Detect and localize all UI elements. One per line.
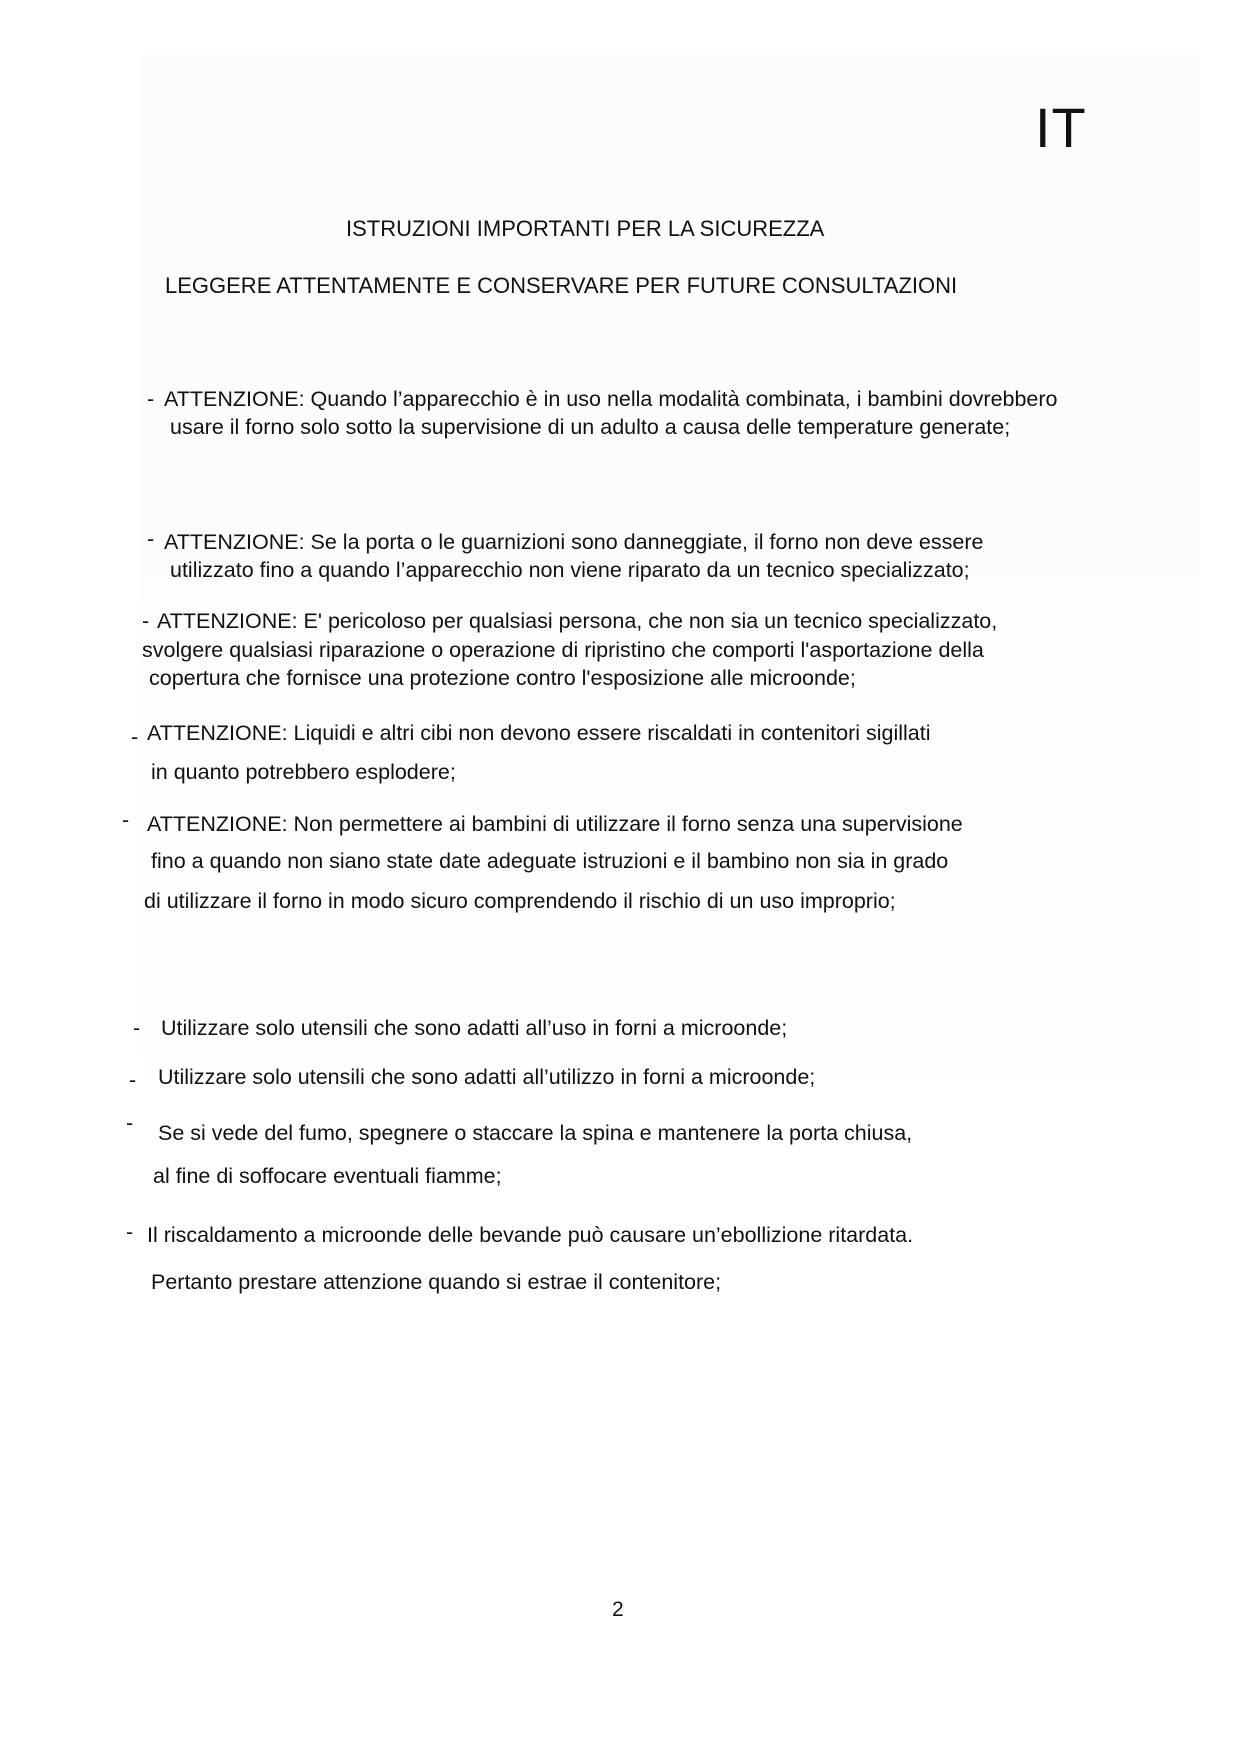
instruction-line: Utilizzare solo utensili che sono adatti all’uso in forni a microonde; xyxy=(161,1016,788,1040)
warning-line: ATTENZIONE: Se la porta o le guarnizioni sono danneggiate, il forno non deve essere xyxy=(164,530,984,554)
warning-line: copertura che fornisce una protezione contro l'esposizione alle microonde; xyxy=(149,666,856,690)
bullet-dash: - xyxy=(131,725,139,749)
bullet-dash: - xyxy=(126,1220,134,1244)
language-code: IT xyxy=(1035,96,1087,159)
warning-line: di utilizzare il forno in modo sicuro comprendendo il rischio di un uso improprio; xyxy=(144,889,896,913)
instruction-line: al fine di soffocare eventuali fiamme; xyxy=(153,1164,502,1188)
bullet-dash: - xyxy=(122,808,130,832)
bullet-dash: - xyxy=(133,1016,141,1040)
sub-title: LEGGERE ATTENTAMENTE E CONSERVARE PER FUTURE CONSULTAZIONI xyxy=(165,273,958,298)
warning-line: ATTENZIONE: E' pericoloso per qualsiasi persona, che non sia un tecnico specializzato, xyxy=(157,609,998,633)
instruction-line: Se si vede del fumo, spegnere o staccare la spina e mantenere la porta chiusa, xyxy=(158,1121,913,1145)
bullet-dash: - xyxy=(126,1111,134,1135)
bullet-dash: - xyxy=(142,609,150,633)
warning-line: in quanto potrebbero esplodere; xyxy=(151,760,456,784)
warning-line: ATTENZIONE: Quando l’apparecchio è in uso nella modalità combinata, i bambini dovrebbero xyxy=(164,387,1058,411)
instruction-line: Utilizzare solo utensili che sono adatti all’utilizzo in forni a microonde; xyxy=(158,1065,816,1089)
instruction-line: Il riscaldamento a microonde delle bevande può causare un’ebollizione ritardata. xyxy=(147,1223,914,1247)
warning-line: usare il forno solo sotto la supervisione di un adulto a causa delle temperature generate; xyxy=(170,415,1011,439)
warning-line: svolgere qualsiasi riparazione o operazione di ripristino che comporti l'asportazione della xyxy=(142,638,984,662)
warning-line: ATTENZIONE: Liquidi e altri cibi non devono essere riscaldati in contenitori sigillati xyxy=(147,721,931,745)
warning-line: utilizzato fino a quando l’apparecchio non viene riparato da un tecnico specializzato; xyxy=(170,558,970,582)
warning-line: ATTENZIONE: Non permettere ai bambini di utilizzare il forno senza una supervisione xyxy=(147,812,963,836)
main-title: ISTRUZIONI IMPORTANTI PER LA SICUREZZA xyxy=(346,216,825,241)
page-number: 2 xyxy=(612,1598,624,1621)
bullet-dash: - xyxy=(129,1068,137,1092)
bullet-dash: - xyxy=(147,527,155,551)
warning-line: fino a quando non siano state date adeguate istruzioni e il bambino non sia in grado xyxy=(151,849,949,873)
instruction-line: Pertanto prestare attenzione quando si estrae il contenitore; xyxy=(151,1270,722,1294)
bullet-dash: - xyxy=(147,387,155,411)
